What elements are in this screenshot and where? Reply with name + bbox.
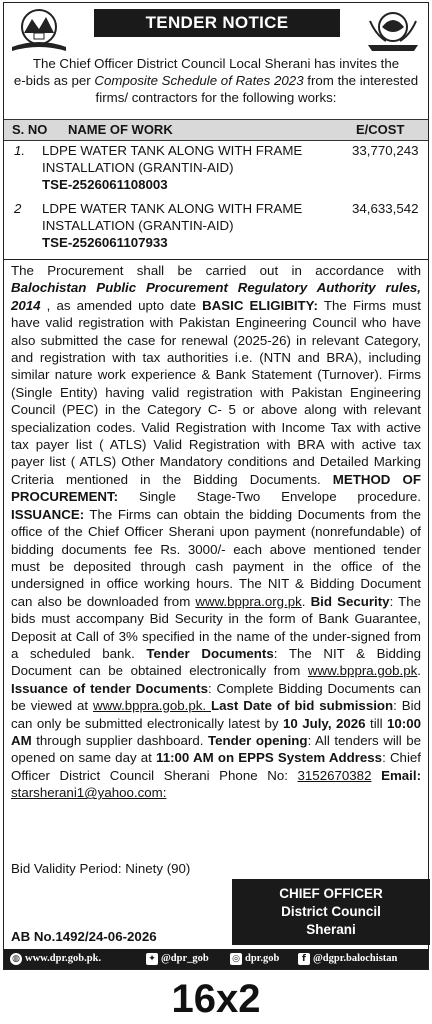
intro-paragraph bbox=[12, 55, 420, 106]
issuance-documents-label: Issuance of tender Documents bbox=[11, 680, 209, 696]
facebook-handle: @dgpr.balochistan bbox=[313, 953, 398, 964]
body-text: through supplier dashboard. bbox=[31, 732, 208, 748]
last-date-label: Last Date of bid submission bbox=[211, 698, 394, 714]
body-text: The Firms can obtain the bidding Documents from the office of the Chief Officer Sherani upon payment (nonrefundable) of bidding documents fee Rs. 3000/- each above mentioned tender must be deposited through cash payment in the office of the undersigned in office working hours. The NIT & Bidding Document can also be downloaded from bbox=[11, 506, 421, 609]
body-text: : All tenders will be opened on same day at bbox=[11, 732, 421, 766]
officer-title: CHIEF OFFICER bbox=[279, 886, 383, 901]
officer-district: Sherani bbox=[306, 922, 356, 937]
instagram-handle: dpr.gob bbox=[245, 953, 280, 964]
terms-paragraph bbox=[4, 259, 428, 802]
row-number: 1. bbox=[14, 143, 26, 158]
email-address[interactable]: starsherani1@yahoo.com: bbox=[11, 785, 167, 801]
works-table-header bbox=[4, 119, 428, 141]
officer-council: District Council bbox=[281, 904, 381, 919]
body-text: . bbox=[301, 593, 311, 609]
bppra-link[interactable]: www.bppra.org.pk bbox=[195, 593, 302, 609]
header-sno: S. NO bbox=[12, 122, 48, 137]
work-line: LDPE WATER TANK ALONG WITH FRAME bbox=[42, 143, 303, 158]
district-emblem-icon bbox=[8, 7, 70, 53]
row-number: 2 bbox=[14, 201, 22, 216]
intro-line-1: The Chief Officer District Council Local Sherani has invites the bbox=[32, 56, 400, 71]
submission-date: 10 July, 2026 bbox=[283, 715, 366, 731]
bid-security-label: Bid Security bbox=[310, 593, 390, 609]
footer-twitter[interactable] bbox=[146, 949, 209, 969]
body-text: Single Stage-Two Envelope procedure. bbox=[118, 489, 421, 505]
tender-id: TSE-2526061107933 bbox=[42, 235, 168, 250]
intro-line-2b: from the interested bbox=[303, 73, 419, 88]
facebook-icon: f bbox=[298, 953, 310, 965]
email-label: Email: bbox=[381, 767, 421, 783]
header-estimated-cost: E/COST bbox=[356, 122, 405, 137]
phone-number[interactable]: 3152670382 bbox=[297, 767, 372, 783]
method-label: METHOD OF PROCUREMENT: bbox=[11, 471, 421, 505]
work-line: INSTALLATION (GRANTIN-AID) bbox=[42, 160, 234, 175]
ab-number: AB No.1492/24-06-2026 bbox=[11, 929, 157, 944]
work-line: INSTALLATION (GRANTIN-AID) bbox=[42, 218, 234, 233]
bppra-link[interactable]: www.bppra.gob.pk bbox=[307, 663, 418, 679]
header-name-of-work: NAME OF WORK bbox=[68, 122, 173, 137]
body-text: : Chief Officer District Council Sherani Phone No: bbox=[11, 750, 421, 783]
instagram-icon: ◎ bbox=[230, 953, 242, 965]
basic-eligibility-label: BASIC ELIGIBITY: bbox=[202, 297, 318, 313]
body-text: : Complete Bidding Documents can be viewed at bbox=[11, 680, 421, 714]
twitter-handle: @dpr_gob bbox=[161, 953, 209, 964]
website-text: www.dpr.gob.pk. bbox=[25, 953, 102, 964]
globe-icon: ◍ bbox=[10, 953, 22, 965]
body-text: : The NIT & Bidding Document can be obtained electronically from bbox=[11, 645, 421, 679]
government-emblem-icon bbox=[362, 7, 424, 53]
intro-line-3: firms/ contractors for the following works: bbox=[95, 90, 337, 105]
submission-time: 10:00 AM bbox=[11, 715, 422, 748]
officer-signature-block bbox=[232, 879, 430, 945]
twitter-icon: ✦ bbox=[146, 953, 158, 965]
footer-facebook[interactable] bbox=[298, 949, 397, 969]
issuance-label: ISSUANCE: bbox=[11, 506, 85, 522]
tender-opening-label: Tender opening bbox=[207, 732, 308, 748]
body-text: The Firms must have valid registration with Pakistan Engineering Council who have also submitted the case for renewal (2025-26) in relevant Category, and registration with tax authorities i.e. (NTN and BRA), including similar nature work experience & Bank Statement (Turnover). Firms (Single Entity) having valid registration with Pakistan Engineering Council (PEC) in the Category C- 5 or above along with relevant specialization codes. Valid Registration with Income Tax with active tax payer list ( ATLS) Valid Registration with BRA with active tax payer list ( ATLS) Other Mandatory conditions and Detailed Marking Criteria mentioned in the Bidding Documents. bbox=[11, 297, 421, 487]
row-work bbox=[42, 142, 322, 193]
body-text: . bbox=[417, 663, 421, 679]
footer-instagram[interactable] bbox=[230, 949, 279, 969]
tender-notice bbox=[3, 2, 429, 970]
body-text bbox=[371, 768, 381, 783]
ad-size-label: 16x2 bbox=[171, 977, 261, 1021]
body-text: till bbox=[365, 715, 387, 731]
footer-bar bbox=[4, 949, 428, 969]
bid-validity: Bid Validity Period: Ninety (90) bbox=[11, 861, 191, 876]
tender-documents-label: Tender Documents bbox=[146, 645, 274, 661]
body-text: : Bid can only be submitted electronically latest by bbox=[11, 698, 421, 731]
notice-title: TENDER NOTICE bbox=[94, 9, 340, 37]
intro-schedule: Composite Schedule of Rates 2023 bbox=[94, 73, 304, 88]
rules-reference: Balochistan Public Procurement Regulatory Authority rules, 2014 bbox=[11, 280, 421, 313]
tender-id: TSE-2526061108003 bbox=[42, 177, 168, 192]
body-text: , as amended upto date bbox=[40, 297, 203, 313]
intro-line-2a: e-bids as per bbox=[13, 73, 95, 88]
footer-website[interactable] bbox=[10, 949, 101, 969]
opening-time: 11:00 AM on EPPS System Address bbox=[156, 750, 383, 766]
body-text: : The bids must accompany Bid Security in the form of Bank Guarantee, Deposit at Call of 3% specified in the name of the under-signed from a scheduled bank. bbox=[11, 593, 422, 661]
bppra-link[interactable]: www.bppra.gob.pk. bbox=[93, 698, 211, 714]
row-work bbox=[42, 200, 322, 251]
row-cost: 33,770,243 bbox=[352, 143, 419, 158]
body-text: The Procurement shall be carried out in accordance with bbox=[11, 263, 421, 278]
work-line: LDPE WATER TANK ALONG WITH FRAME bbox=[42, 201, 303, 216]
row-cost: 34,633,542 bbox=[352, 201, 419, 216]
